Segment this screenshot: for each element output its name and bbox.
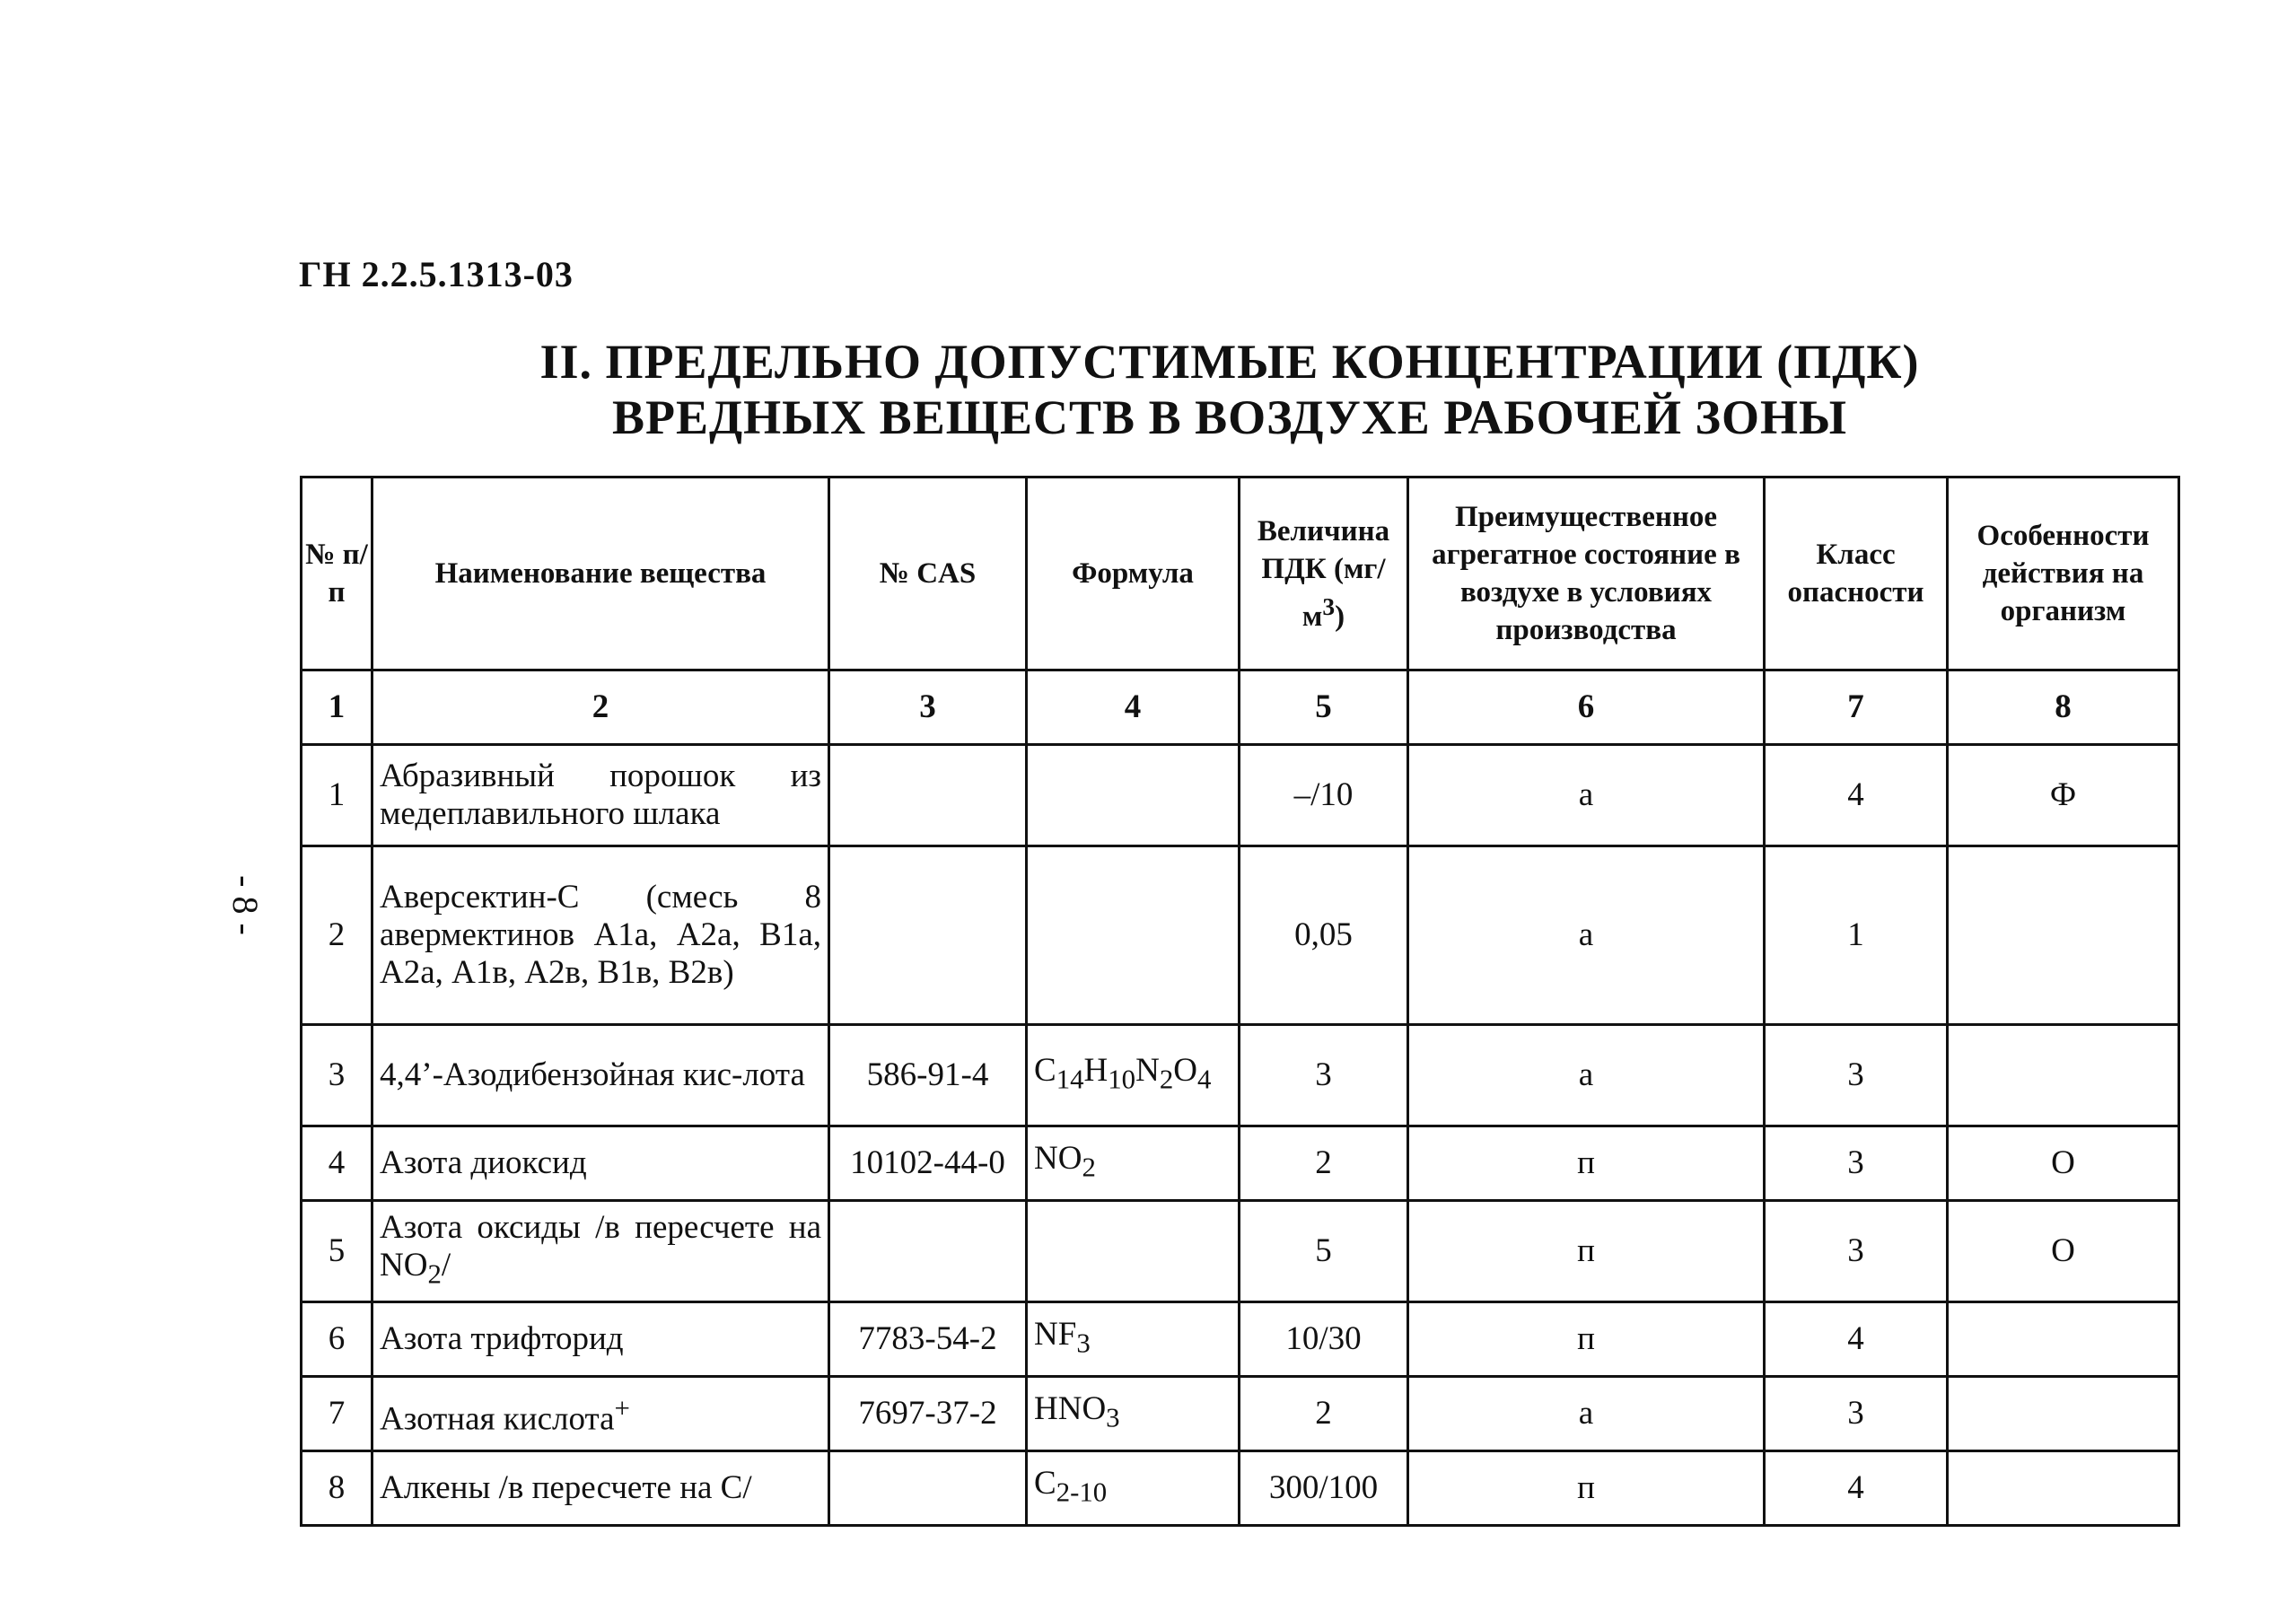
column-number: 7 — [1765, 670, 1948, 745]
table-row — [302, 1302, 2179, 1377]
cell-class: 3 — [1765, 1025, 1948, 1126]
header-name: Наименование вещества — [372, 478, 829, 670]
cell-formula: $C_{2-10}$ — [1027, 1451, 1240, 1526]
cell-effect — [1948, 1377, 2179, 1451]
table-row — [302, 1025, 2179, 1126]
column-number: 5 — [1240, 670, 1408, 745]
header-pdk: Величина ПДК $(мг/м^3)$ — [1240, 478, 1408, 670]
cell-formula — [1027, 846, 1240, 1025]
header-class: Класс опасности — [1765, 478, 1948, 670]
cell-formula: $C_{14}H_{10}N_2O_4$ — [1027, 1025, 1240, 1126]
cell-pdk: –/10 — [1240, 745, 1408, 846]
cell-name: Азота трифторид — [372, 1302, 829, 1377]
cell-state: п — [1408, 1126, 1765, 1201]
cell-cas — [829, 1451, 1027, 1526]
cell-pdk: 3 — [1240, 1025, 1408, 1126]
title-line-1: II. ПРЕДЕЛЬНО ДОПУСТИМЫЕ КОНЦЕНТРАЦИИ (ПДК) — [539, 335, 1920, 389]
table-row — [302, 1201, 2179, 1302]
table-row — [302, 846, 2179, 1025]
cell-num: 3 — [302, 1025, 372, 1126]
cell-name: Абразивный порошок из медеплавильного шлака — [372, 745, 829, 846]
cell-effect — [1948, 1302, 2179, 1377]
cell-effect — [1948, 846, 2179, 1025]
cell-pdk: 5 — [1240, 1201, 1408, 1302]
cell-state: а — [1408, 1025, 1765, 1126]
cell-name: 4,4’-Азодибензойная кис-лота — [372, 1025, 829, 1126]
cell-class: 3 — [1765, 1377, 1948, 1451]
cell-formula: $NF_3$ — [1027, 1302, 1240, 1377]
cell-effect: О — [1948, 1201, 2179, 1302]
cell-cas: 7697-37-2 — [829, 1377, 1027, 1451]
cell-class: 4 — [1765, 1451, 1948, 1526]
page-number: - 8 - — [224, 875, 266, 935]
cell-formula — [1027, 1201, 1240, 1302]
cell-formula — [1027, 745, 1240, 846]
cell-num: 1 — [302, 745, 372, 846]
cell-state: п — [1408, 1302, 1765, 1377]
cell-class: 1 — [1765, 846, 1948, 1025]
cell-pdk: 2 — [1240, 1126, 1408, 1201]
cell-effect: Ф — [1948, 745, 2179, 846]
table-row — [302, 1377, 2179, 1451]
cell-state: п — [1408, 1201, 1765, 1302]
cell-name: Азота оксиды /в пересчете на $NO_2/$ — [372, 1201, 829, 1302]
cell-class: 4 — [1765, 1302, 1948, 1377]
header-formula: Формула — [1027, 478, 1240, 670]
column-number: 3 — [829, 670, 1027, 745]
column-number: 6 — [1408, 670, 1765, 745]
title-line-2: ВРЕДНЫХ ВЕЩЕСТВ В ВОЗДУХЕ РАБОЧЕЙ ЗОНЫ — [611, 390, 1848, 444]
column-number-row — [302, 670, 2179, 745]
header-effect: Особенности действия на организм — [1948, 478, 2179, 670]
cell-formula: $HNO_3$ — [1027, 1377, 1240, 1451]
cell-cas — [829, 846, 1027, 1025]
table-row — [302, 1126, 2179, 1201]
column-number: 1 — [302, 670, 372, 745]
cell-state: а — [1408, 1377, 1765, 1451]
cell-num: 2 — [302, 846, 372, 1025]
cell-cas: 7783-54-2 — [829, 1302, 1027, 1377]
cell-cas: 10102-44-0 — [829, 1126, 1027, 1201]
cell-pdk: 10/30 — [1240, 1302, 1408, 1377]
cell-class: 3 — [1765, 1201, 1948, 1302]
cell-class: 3 — [1765, 1126, 1948, 1201]
table-row — [302, 745, 2179, 846]
cell-state: а — [1408, 846, 1765, 1025]
cell-effect: О — [1948, 1126, 2179, 1201]
cell-name: Азотная кислота+ — [372, 1377, 829, 1451]
cell-cas: 586-91-4 — [829, 1025, 1027, 1126]
cell-pdk: 0,05 — [1240, 846, 1408, 1025]
header-num: № п/п — [302, 478, 372, 670]
pdk-table — [300, 476, 2180, 1527]
column-number: 2 — [372, 670, 829, 745]
cell-name: Азота диоксид — [372, 1126, 829, 1201]
cell-num: 7 — [302, 1377, 372, 1451]
column-number: 4 — [1027, 670, 1240, 745]
cell-class: 4 — [1765, 745, 1948, 846]
document-code: ГН 2.2.5.1313-03 — [299, 254, 574, 294]
cell-num: 6 — [302, 1302, 372, 1377]
cell-cas — [829, 1201, 1027, 1302]
cell-num: 5 — [302, 1201, 372, 1302]
cell-name: Аверсектин-С (смесь 8 авермектинов А1а, А2а, В1а, А2а, А1в, А2в, В1в, В2в) — [372, 846, 829, 1025]
cell-effect — [1948, 1025, 2179, 1126]
cell-num: 4 — [302, 1126, 372, 1201]
cell-effect — [1948, 1451, 2179, 1526]
cell-state: п — [1408, 1451, 1765, 1526]
header-row — [302, 478, 2179, 670]
cell-num: 8 — [302, 1451, 372, 1526]
header-cas: № CAS — [829, 478, 1027, 670]
table-row — [302, 1451, 2179, 1526]
cell-cas — [829, 745, 1027, 846]
cell-state: а — [1408, 745, 1765, 846]
cell-pdk: 300/100 — [1240, 1451, 1408, 1526]
cell-formula: $NO_2$ — [1027, 1126, 1240, 1201]
document-title — [467, 334, 1993, 445]
column-number: 8 — [1948, 670, 2179, 745]
cell-pdk: 2 — [1240, 1377, 1408, 1451]
cell-name: Алкены /в пересчете на С/ — [372, 1451, 829, 1526]
header-state: Преимущественное агрегатное состояние в воздухе в условиях производства — [1408, 478, 1765, 670]
